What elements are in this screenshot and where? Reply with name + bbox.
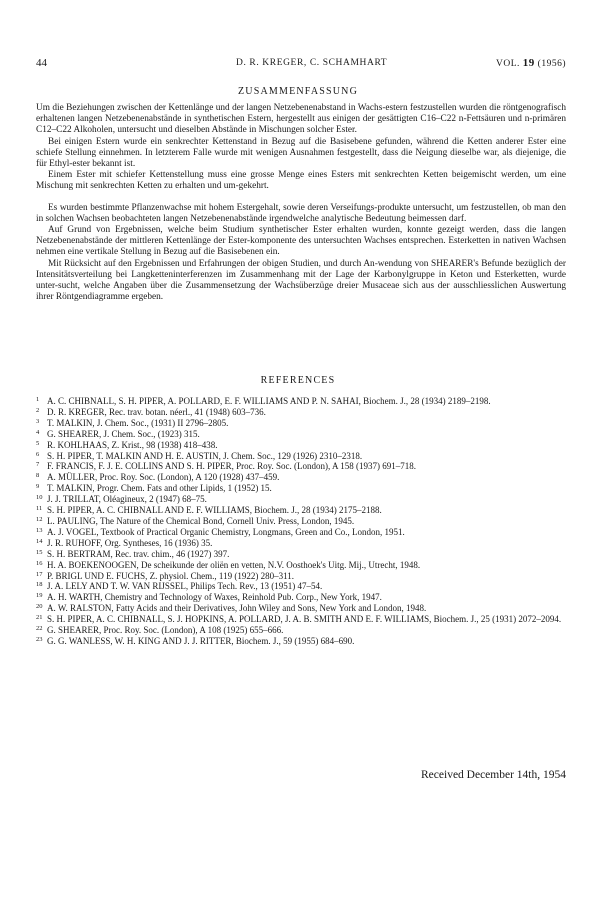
reference-text: D. R. KREGER, Rec. trav. botan. néerl., 41 (1948) 603–736.	[47, 406, 266, 417]
reference-text: A. H. WARTH, Chemistry and Technology of Waxes, Reinhold Pub. Corp., New York, 1947.	[47, 592, 382, 603]
reference-text: S. H. BERTRAM, Rec. trav. chim., 46 (1927) 397.	[47, 548, 230, 559]
reference-number: 15	[36, 548, 43, 556]
reference-text: J. J. TRILLAT, Oléagineux, 2 (1947) 68–75.	[47, 494, 207, 505]
reference-item	[36, 407, 566, 418]
reference-number: 10	[36, 494, 43, 502]
reference-text: T. MALKIN, Progr. Chem. Fats and other Lipids, 1 (1952) 15.	[47, 483, 272, 494]
reference-number: 3	[36, 417, 40, 425]
reference-number: 2	[36, 406, 40, 414]
reference-number: 13	[36, 526, 43, 534]
received-date: Received December 14th, 1954	[421, 769, 566, 781]
summary-body	[36, 103, 566, 303]
reference-item	[36, 571, 566, 582]
reference-text: A. MÜLLER, Proc. Roy. Soc. (London), A 120 (1928) 437–459.	[47, 472, 280, 483]
reference-item	[36, 505, 566, 516]
page-header	[36, 57, 566, 73]
reference-text: S. H. PIPER, A. C. CHIBNALL, S. J. HOPKINS, A. POLLARD, J. A. B. SMITH AND E. F. WILLIAMS, Biochem. J., 25 (1931) 2072–2094.	[47, 614, 562, 625]
reference-item	[36, 396, 566, 407]
reference-number: 8	[36, 472, 40, 480]
reference-item	[36, 592, 566, 603]
reference-number: 11	[36, 505, 43, 513]
summary-paragraph: Einem Ester mit schiefer Kettenstellung muss eine grosse Menge eines Esters mit senkrechten Ketten beigemischt werden, um eine Mischung mit senkrechten Ketten zu erhalten und um-gekehrt.	[36, 170, 566, 192]
reference-number: 17	[36, 570, 43, 578]
reference-item	[36, 636, 566, 647]
reference-number: 23	[36, 635, 43, 643]
reference-text: J. R. RUHOFF, Org. Syntheses, 16 (1936) 35.	[47, 537, 213, 548]
reference-item	[36, 581, 566, 592]
volume-number: 19	[522, 57, 535, 69]
volume-prefix: VOL.	[496, 59, 520, 69]
reference-number: 21	[36, 614, 43, 622]
reference-item	[36, 516, 566, 527]
reference-text: T. MALKIN, J. Chem. Soc., (1931) II 2796–2805.	[47, 417, 229, 428]
reference-text: G. G. WANLESS, W. H. KING AND J. J. RITTER, Biochem. J., 59 (1955) 684–690.	[47, 635, 355, 646]
reference-number: 20	[36, 603, 43, 611]
reference-item	[36, 527, 566, 538]
reference-item	[36, 483, 566, 494]
reference-text: A. J. VOGEL, Textbook of Practical Organic Chemistry, Longmans, Green and Co., London, 1951.	[47, 526, 405, 537]
reference-number: 1	[36, 396, 40, 403]
reference-number: 18	[36, 581, 43, 589]
reference-text: J. A. LELY AND T. W. VAN RIJSSEL, Philips Tech. Rev., 13 (1951) 47–54.	[47, 581, 323, 592]
page-number: 44	[36, 57, 47, 69]
summary-paragraph: Es wurden bestimmte Pflanzenwachse mit hohem Estergehalt, sowie deren Verseifungs-produkte untersucht, um festzustellen, ob man den in solchen Wachsen beobachteten langen Netzebenenabstände irgendwelche analytische Bedeutung beimessen darf.	[36, 202, 566, 224]
volume-year: (1956)	[537, 59, 566, 69]
reference-text: H. A. BOEKENOOGEN, De scheikunde der oliën en vetten, N.V. Oosthoek's Uitg. Mij., Utrecht, 1948.	[47, 559, 421, 570]
reference-text: S. H. PIPER, A. C. CHIBNALL AND E. F. WILLIAMS, Biochem. J., 28 (1934) 2175–2188.	[47, 505, 382, 516]
reference-item	[36, 461, 566, 472]
summary-paragraph: Mit Rücksicht auf den Ergebnissen und Erfahrungen der obigen Studien, und durch An-wendung von SHEARER's Befunde bezüglich der Intensitätsverteilung bei Langketteninterferenzen im Zusammenhang mit der Lage der Karbonylgruppe in Keton und Esterketten, wurde unter-sucht, welche Angaben über die Zusammensetzung der Wachsüberzüge dreier Musaceae sich aus der ausschliesslichen Auswertung ihrer Röntgendiagramme ergeben.	[36, 258, 566, 303]
reference-item	[36, 494, 566, 505]
reference-item	[36, 538, 566, 549]
reference-text: A. W. RALSTON, Fatty Acids and their Derivatives, John Wiley and Sons, New York and London, 1948.	[47, 603, 427, 614]
reference-number: 22	[36, 625, 43, 633]
reference-number: 19	[36, 592, 43, 600]
reference-number: 14	[36, 537, 43, 545]
references-title: REFERENCES	[260, 375, 336, 386]
reference-item	[36, 429, 566, 440]
volume-info	[496, 57, 566, 69]
reference-text: F. FRANCIS, F. J. E. COLLINS AND S. H. PIPER, Proc. Roy. Soc. (London), A 158 (1937) 691–718.	[47, 461, 417, 472]
reference-item	[36, 549, 566, 560]
reference-text: G. SHEARER, J. Chem. Soc., (1923) 315.	[47, 428, 200, 439]
reference-text: G. SHEARER, Proc. Roy. Soc. (London), A 108 (1925) 655–666.	[47, 625, 284, 636]
reference-number: 16	[36, 559, 43, 567]
reference-item	[36, 472, 566, 483]
reference-item	[36, 560, 566, 571]
reference-number: 6	[36, 450, 40, 458]
references-list	[36, 396, 566, 647]
reference-number: 7	[36, 461, 40, 469]
summary-title: ZUSAMMENFASSUNG	[237, 86, 359, 97]
reference-item	[36, 451, 566, 462]
reference-number: 4	[36, 428, 40, 436]
reference-item	[36, 418, 566, 429]
reference-number: 5	[36, 439, 40, 447]
reference-text: P. BRIGL UND E. FUCHS, Z. physiol. Chem., 119 (1922) 280–311.	[47, 570, 295, 581]
reference-item	[36, 625, 566, 636]
reference-text: S. H. PIPER, T. MALKIN AND H. E. AUSTIN, J. Chem. Soc., 129 (1926) 2310–2318.	[47, 450, 363, 461]
reference-item	[36, 614, 566, 625]
reference-text: R. KOHLHAAS, Z. Krist., 98 (1938) 418–438.	[47, 439, 218, 450]
reference-text: A. C. CHIBNALL, S. H. PIPER, A. POLLARD, E. F. WILLIAMS AND P. N. SAHAI, Biochem. J., 28 (1934) 2189–2198.	[47, 396, 491, 406]
summary-paragraph: Um die Beziehungen zwischen der Kettenlänge und der langen Netzebenenabstand in Wachs-estern festzustellen wurden die röntgenografisch erhaltenen langen Netzebenenabstände in synthetischen Estern, hergestellt aus einigen der gesättigten C16–C22 n-Fettsäuren und n-primären C12–C22 Alkoholen, untersucht und dieselben Abstände in Mischungen solcher Ester.	[36, 103, 566, 136]
running-title: D. R. KREGER, C. SCHAMHART	[236, 58, 388, 68]
summary-paragraph: Bei einigen Estern wurde ein senkrechter Kettenstand in Bezug auf die Basisebene gefunden, während die Ketten anderer Ester eine schiefe Stellung einnehmen. In letzterem Falle wurde mit wenigen Ausnahmen festgestellt, dass die Neigung dieselbe war, als diejenige, die für Ethyl-ester bekannt ist.	[36, 136, 566, 170]
reference-number: 12	[36, 515, 43, 523]
reference-text: L. PAULING, The Nature of the Chemical Bond, Cornell Univ. Press, London, 1945.	[47, 515, 355, 526]
reference-item	[36, 440, 566, 451]
summary-paragraph: Auf Grund von Ergebnissen, welche beim Studium synthetischer Ester erhalten wurden, konnte gezeigt werden, dass die langen Netzebenenabstände der mittleren Kettenlänge der Ester-komponente des untersuchten Wachses entsprechen. Esterketten in nativen Wachsen nehmen eine vertikale Stellung in Bezug auf die Basisebenen ein.	[36, 225, 566, 258]
reference-item	[36, 603, 566, 614]
reference-number: 9	[36, 483, 40, 491]
